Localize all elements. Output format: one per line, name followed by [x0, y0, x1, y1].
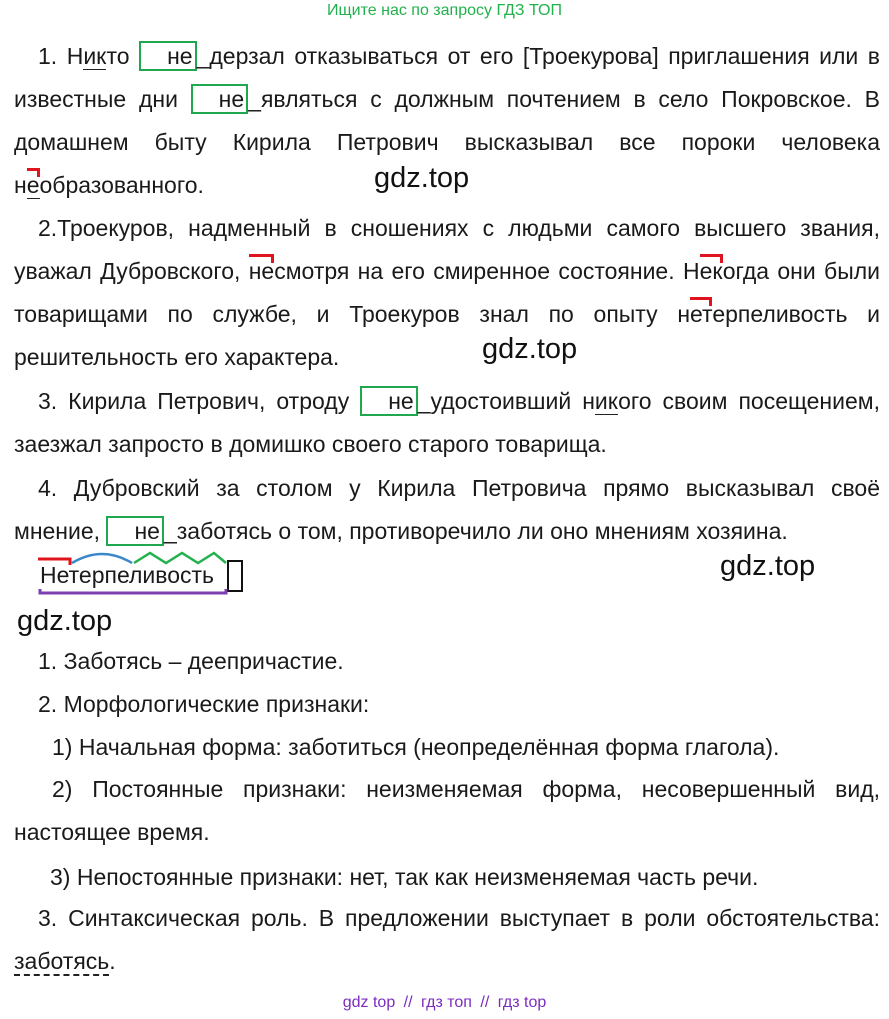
p1-text-c: _дерзал отказываться от его [Троекурова] приглашения или в известные дни: [14, 43, 880, 112]
p2-text-c: Н: [682, 258, 700, 284]
p2-text-f: ерпеливость и решительность его характера.: [14, 301, 880, 370]
p1-text-a: 1. Н: [38, 43, 84, 69]
footer-separator: //: [480, 994, 490, 1011]
analysis-line-6-end: .: [109, 948, 116, 974]
paragraph-3: [14, 380, 880, 466]
p1-text-d: _являться с должным почтением в село Покровское. В домашнем быту Кирила Петрович высказывал все пороки человека: [14, 86, 880, 155]
p3-text-underlined: ик: [594, 388, 619, 414]
prefix-mark: ет: [690, 301, 713, 327]
p3-text-b: _удостоивший н: [417, 388, 595, 414]
p1-text-b: то: [106, 43, 140, 69]
ending-box: [228, 561, 242, 591]
p1-text-f: образованного.: [39, 172, 204, 198]
ne-box: не: [191, 84, 249, 114]
watermark: gdz.top: [482, 333, 578, 365]
ne-box: не: [139, 41, 197, 71]
footer: [0, 994, 889, 1012]
top-banner: Ищите нас по запросу ГДЗ ТОП: [327, 2, 562, 19]
watermark: gdz.top: [374, 162, 470, 194]
analysis-line-6-text: 3. Синтаксическая роль. В предложении выступает в роли обстоятельства:: [38, 905, 880, 931]
watermark: gdz.top: [17, 605, 113, 637]
analysis-line-6: [14, 897, 880, 983]
prefix-mark: ек: [699, 258, 723, 284]
p4-text-a: 4. Дубровский за столом у Кирила Петровича прямо высказывал своё мнение,: [14, 475, 880, 544]
p2-text-d: огда они были товарищами по службе, и Троекуров знал по опыту: [14, 258, 880, 327]
watermark: gdz.top: [720, 550, 816, 582]
p1-text-underlined: ик: [83, 43, 107, 69]
p2-text-a: 2.Троекуров, надменный в сношениях с людьми самого высшего звания, уважал Дубровского,: [14, 215, 880, 284]
analysis-line-4: 2) Постоянные признаки: неизменяемая форма, несовершенный вид, настоящее время.: [14, 776, 880, 845]
parsed-word: Нетерпеливость: [40, 562, 215, 588]
ne-box: не: [106, 516, 164, 546]
footer-item: gdz top: [342, 994, 396, 1011]
p2-text-e: н: [677, 301, 691, 327]
p4-text-b: _заботясь о том, противоречило ли оно мнениям хозяина.: [163, 518, 788, 544]
analysis-line-5: 3) Непостоянные признаки: нет, так как неизменяемая часть речи.: [50, 864, 759, 890]
analysis-line-3: 1) Начальная форма: заботиться (неопределённая форма глагола).: [52, 734, 780, 760]
footer-separator: //: [403, 994, 413, 1011]
adverbial-word: заботясь: [14, 948, 110, 974]
paragraph-4: [14, 467, 880, 553]
p3-text-c: ого своим посещением, заезжал запросто в домишко своего старого товарища.: [14, 388, 880, 457]
footer-item: гдз топ: [421, 994, 472, 1011]
p3-text-a: 3. Кирила Петрович, отроду: [38, 388, 361, 414]
prefix-mark: е: [26, 172, 40, 198]
ne-box: не: [360, 386, 418, 416]
prefix-mark: не: [248, 258, 275, 284]
p1-text-e: н: [14, 172, 27, 198]
analysis-line-2: 2. Морфологические признаки:: [38, 691, 370, 717]
p2-text-b: смотря на его смиренное состояние.: [274, 258, 683, 284]
paragraph-2: [14, 207, 880, 379]
footer-item: гдз top: [497, 994, 547, 1011]
analysis-line-1: 1. Заботясь – деепричастие.: [38, 648, 344, 674]
